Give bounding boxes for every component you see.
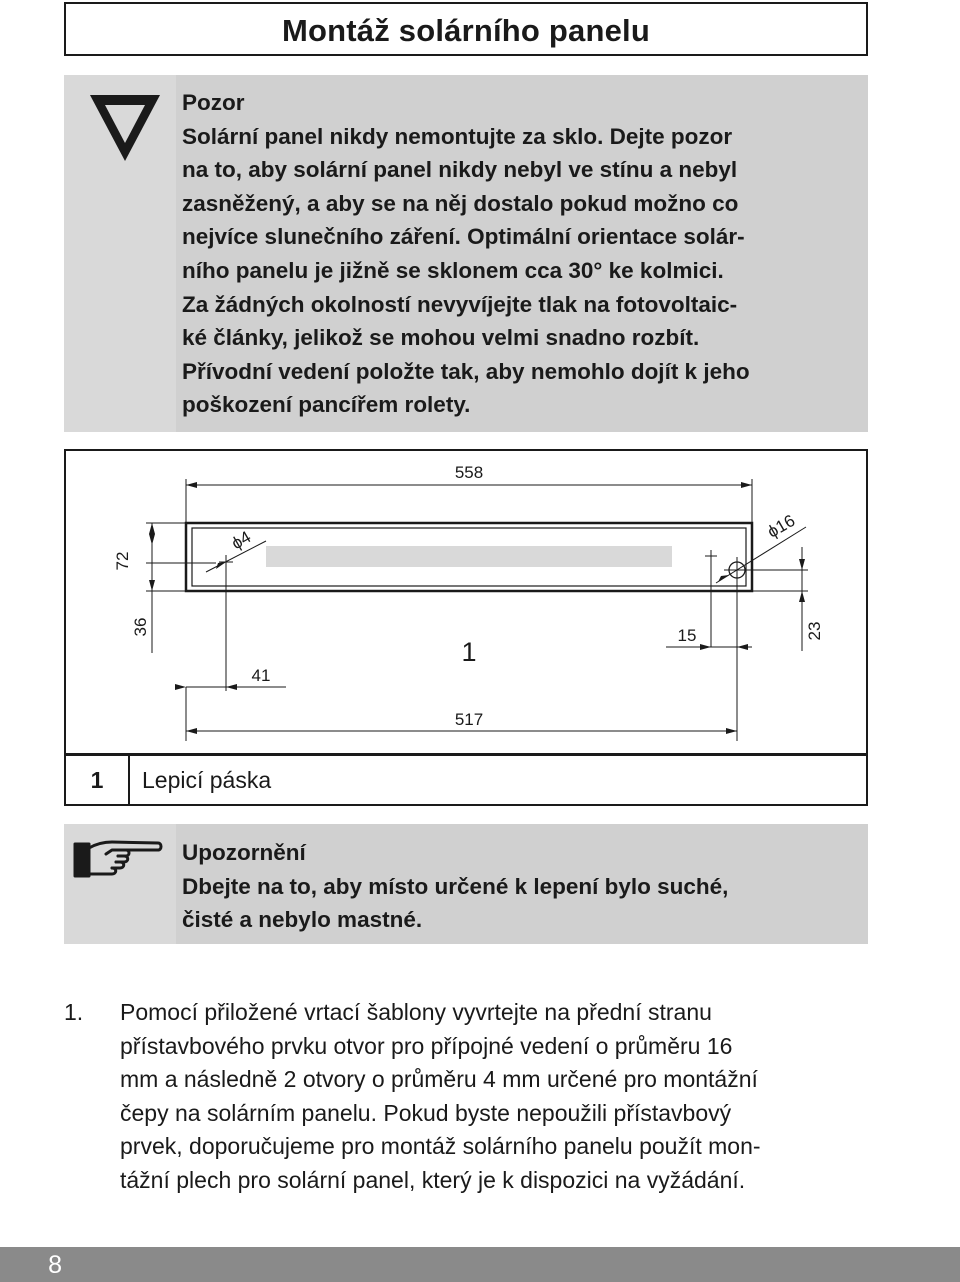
- step-line: prvek, doporučujeme pro montáž solárního panelu použít mon-: [120, 1133, 761, 1160]
- caution-line: ké články, jelikož se mohou velmi snadno rozbít.: [182, 325, 700, 351]
- adhesive-tape: [266, 546, 672, 567]
- caution-line: poškození pancířem rolety.: [182, 392, 471, 418]
- tape-callout-label: 1: [461, 637, 477, 667]
- page-title: Montáž solárního panelu: [281, 13, 650, 48]
- step-number: 1.: [64, 999, 84, 1025]
- note-text: [182, 836, 860, 937]
- technical-drawing: [64, 449, 868, 755]
- caution-text: [182, 86, 860, 422]
- note-heading: Upozornění: [182, 840, 306, 865]
- caution-line: nejvíce slunečního záření. Optimální orientace solár-: [182, 224, 745, 250]
- dim-36-label: 36: [131, 617, 150, 637]
- step-line: mm a následně 2 otvory o průměru 4 mm určené pro montážní: [120, 1066, 758, 1093]
- caution-heading: Pozor: [182, 90, 245, 115]
- note-notice: [64, 824, 868, 944]
- caution-line: Za žádných okolností nevyvíjejte tlak na fotovoltaic-: [182, 291, 738, 317]
- legend-label: Lepicí páska: [142, 767, 272, 793]
- dim-72-label: 72: [113, 551, 132, 571]
- caution-line: ního panelu je jižně se sklonem cca 30° ke kolmici.: [182, 257, 724, 283]
- legend-number: 1: [66, 756, 130, 804]
- warning-triangle-icon: [86, 89, 164, 167]
- caution-line: Přívodní vedení položte tak, aby nemohlo dojít k jeho: [182, 358, 750, 384]
- footer-bar: [0, 1247, 960, 1282]
- dim-phi4-label: ϕ4: [228, 527, 255, 554]
- step-text: [120, 996, 860, 1198]
- page-number: 8: [48, 1251, 62, 1279]
- dim-phi16-label: ϕ16: [764, 510, 799, 542]
- step-line: čepy na solárním panelu. Pokud byste nepoužili přístavbový: [120, 1099, 732, 1126]
- note-line: Dbejte na to, aby místo určené k lepení bylo suché,: [182, 873, 729, 899]
- dim-41-label: 41: [251, 666, 271, 685]
- caution-line: na to, aby solární panel nikdy nebyl ve stínu a nebyl: [182, 157, 738, 183]
- title-box: [64, 2, 868, 56]
- step-line: tážní plech pro solární panel, který je k dispozici na vyžádání.: [120, 1166, 746, 1193]
- legend-row: [64, 754, 868, 806]
- pointing-hand-icon: [72, 836, 164, 884]
- caution-line: zasněžený, a aby se na něj dostalo pokud možno co: [182, 190, 739, 216]
- step-line: přístavbového prvku otvor pro přípojné vedení o průměru 16: [120, 1032, 733, 1059]
- dim-15-label: 15: [677, 626, 697, 645]
- note-line: čisté a nebylo mastné.: [182, 907, 423, 933]
- dim-558-label: 558: [454, 463, 484, 482]
- dim-517-label: 517: [454, 710, 484, 729]
- caution-notice: [64, 75, 868, 432]
- step-line: Pomocí přiložené vrtací šablony vyvrtejte na přední stranu: [120, 999, 712, 1025]
- dim-23-label: 23: [805, 621, 824, 641]
- caution-line: Solární panel nikdy nemontujte za sklo. Dejte pozor: [182, 123, 733, 149]
